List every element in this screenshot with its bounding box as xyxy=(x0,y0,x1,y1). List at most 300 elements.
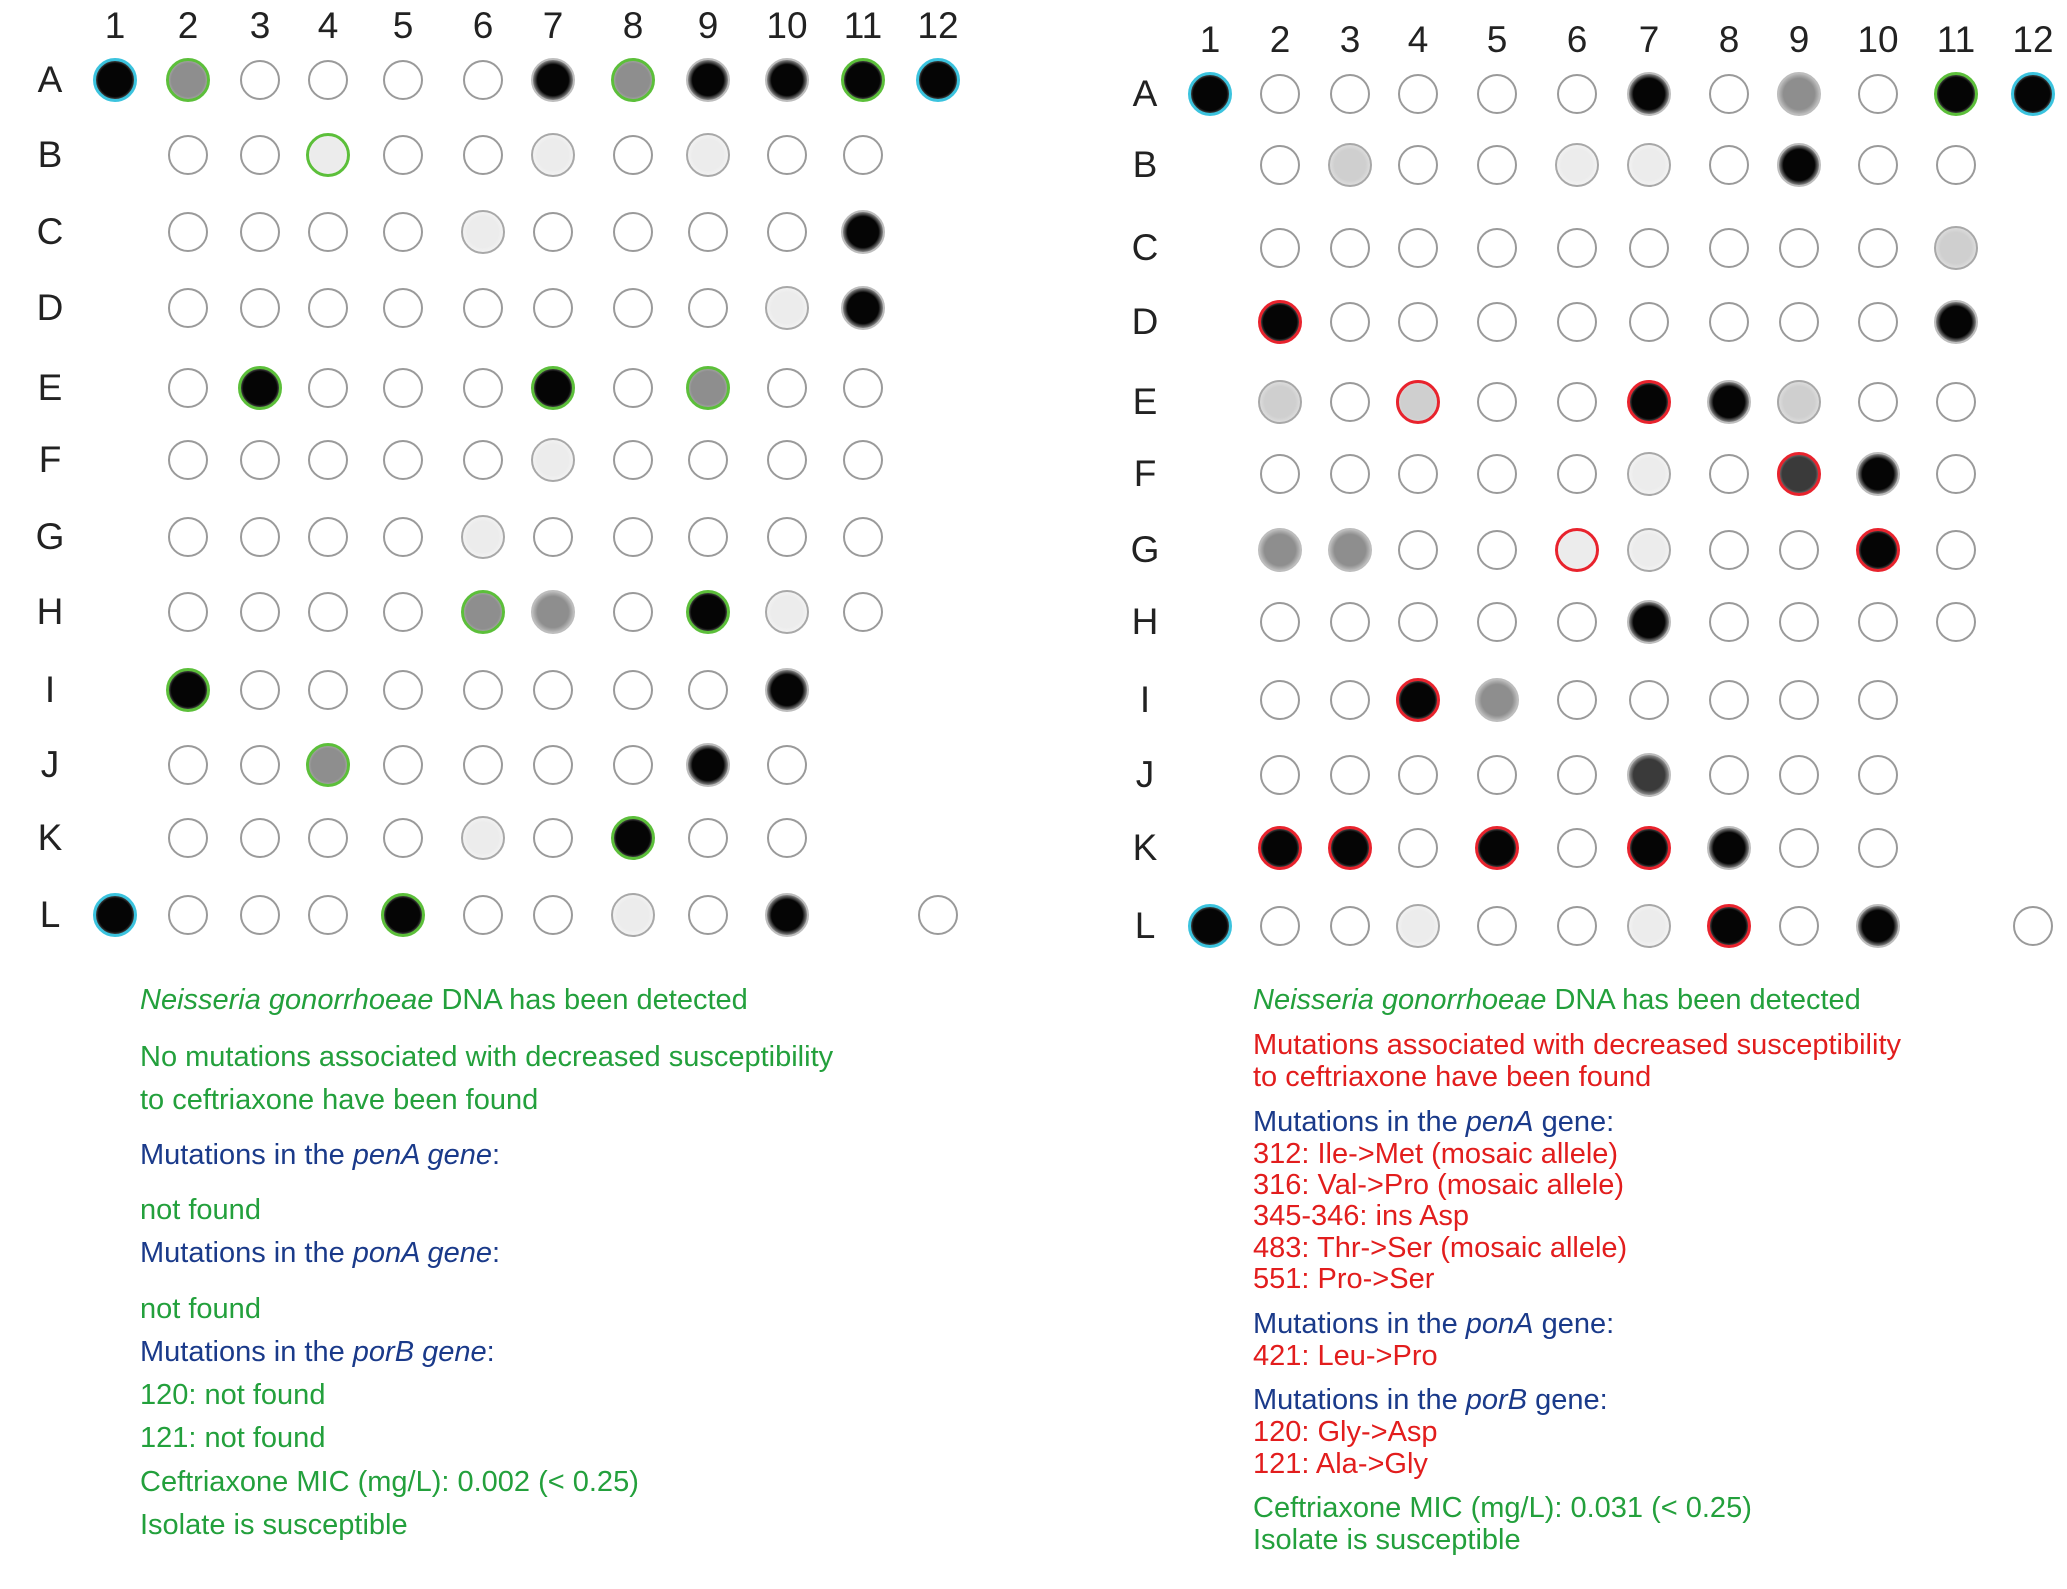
left-spot-J8 xyxy=(613,745,653,785)
right-species-name: Neisseria gonorrhoeae xyxy=(1253,984,1547,1016)
left-spot-A10 xyxy=(765,58,809,102)
left-column-label-9: 9 xyxy=(697,5,719,46)
right-spot-F3 xyxy=(1330,454,1370,494)
left-spot-G7 xyxy=(533,517,573,557)
right-spot-G2 xyxy=(1258,528,1302,572)
left-spot-L7 xyxy=(533,895,573,935)
right-spot-E2 xyxy=(1258,380,1302,424)
right-row-label-H: H xyxy=(1131,601,1159,642)
right-spot-A4 xyxy=(1398,74,1438,114)
right-detection-line xyxy=(1253,985,1861,1016)
right-spot-G11 xyxy=(1936,530,1976,570)
left-spot-I9 xyxy=(688,670,728,710)
right-spot-D7 xyxy=(1629,302,1669,342)
left-spot-D9 xyxy=(688,288,728,328)
right-spot-J3 xyxy=(1330,755,1370,795)
right-row-label-A: A xyxy=(1132,73,1158,114)
left-spot-J5 xyxy=(383,745,423,785)
left-spot-L1 xyxy=(93,893,137,937)
left-spot-G4 xyxy=(308,517,348,557)
right-spot-I9 xyxy=(1779,680,1819,720)
right-spot-L4 xyxy=(1396,904,1440,948)
left-spot-A4 xyxy=(308,60,348,100)
right-spot-G10 xyxy=(1856,528,1900,572)
right-spot-B8 xyxy=(1709,145,1749,185)
left-spot-K2 xyxy=(168,818,208,858)
left-summary-line-2: to ceftriaxone have been found xyxy=(140,1084,539,1116)
right-spot-I3 xyxy=(1330,680,1370,720)
right-row-label-J: J xyxy=(1135,754,1155,795)
right-spot-B2 xyxy=(1260,145,1300,185)
right-spot-E7 xyxy=(1627,380,1671,424)
right-row-label-G: G xyxy=(1130,529,1160,570)
right-penA-result-0: 312: Ile->Met (mosaic allele) xyxy=(1253,1138,1619,1170)
left-spot-H5 xyxy=(383,592,423,632)
left-porB-heading xyxy=(140,1337,495,1368)
left-spot-K3 xyxy=(240,818,280,858)
left-spot-H11 xyxy=(843,592,883,632)
right-spot-L9 xyxy=(1779,906,1819,946)
left-spot-A11 xyxy=(841,58,885,102)
right-spot-J7 xyxy=(1627,753,1671,797)
right-spot-B9 xyxy=(1777,143,1821,187)
right-spot-L2 xyxy=(1260,906,1300,946)
left-spot-B9 xyxy=(686,133,730,177)
right-ponA-suffix: gene: xyxy=(1533,1308,1615,1340)
left-spot-E10 xyxy=(767,368,807,408)
right-spot-C10 xyxy=(1858,228,1898,268)
right-penA-gene: penA xyxy=(1465,1106,1534,1138)
right-spot-A9 xyxy=(1777,72,1821,116)
left-row-label-J: J xyxy=(40,744,60,785)
left-spot-B10 xyxy=(767,135,807,175)
left-spot-F9 xyxy=(688,440,728,480)
left-array-panel xyxy=(0,0,1030,1589)
left-spot-D7 xyxy=(533,288,573,328)
right-spot-H6 xyxy=(1557,602,1597,642)
left-spot-A7 xyxy=(531,58,575,102)
left-spot-A2 xyxy=(166,58,210,102)
right-spot-B11 xyxy=(1936,145,1976,185)
left-column-label-1: 1 xyxy=(104,5,126,46)
left-row-label-A: A xyxy=(37,59,63,100)
right-spot-C7 xyxy=(1629,228,1669,268)
right-spot-H7 xyxy=(1627,600,1671,644)
right-column-label-10: 10 xyxy=(1857,19,1899,60)
right-penA-result-1: 316: Val->Pro (mosaic allele) xyxy=(1253,1169,1624,1201)
right-spot-H5 xyxy=(1477,602,1517,642)
left-spot-G2 xyxy=(168,517,208,557)
right-spot-F6 xyxy=(1557,454,1597,494)
right-spot-L10 xyxy=(1856,904,1900,948)
left-spot-L6 xyxy=(463,895,503,935)
left-spot-D6 xyxy=(463,288,503,328)
left-ponA-gene: ponA gene xyxy=(352,1237,493,1269)
right-penA-heading xyxy=(1253,1107,1614,1138)
right-spot-H4 xyxy=(1398,602,1438,642)
right-penA-result-3: 483: Thr->Ser (mosaic allele) xyxy=(1253,1232,1628,1264)
right-spot-B6 xyxy=(1555,143,1599,187)
right-mic-line: Ceftriaxone MIC (mg/L): 0.031 (< 0.25) xyxy=(1253,1492,1752,1524)
right-spot-G6 xyxy=(1555,528,1599,572)
left-spot-E4 xyxy=(308,368,348,408)
left-column-label-8: 8 xyxy=(622,5,644,46)
left-spot-J6 xyxy=(463,745,503,785)
left-spot-D3 xyxy=(240,288,280,328)
left-spot-J2 xyxy=(168,745,208,785)
left-spot-B7 xyxy=(531,133,575,177)
right-spot-I5 xyxy=(1475,678,1519,722)
left-spot-F6 xyxy=(463,440,503,480)
right-spot-D11 xyxy=(1934,300,1978,344)
left-porB-suffix: : xyxy=(486,1336,495,1368)
left-spot-H10 xyxy=(765,590,809,634)
right-column-label-2: 2 xyxy=(1269,19,1291,60)
right-spot-A10 xyxy=(1858,74,1898,114)
right-penA-result-2: 345-346: ins Asp xyxy=(1253,1200,1470,1232)
right-spot-E8 xyxy=(1707,380,1751,424)
left-spot-E8 xyxy=(613,368,653,408)
left-spot-G8 xyxy=(613,517,653,557)
right-spot-E11 xyxy=(1936,382,1976,422)
right-row-label-B: B xyxy=(1132,144,1158,185)
right-spot-A5 xyxy=(1477,74,1517,114)
left-penA-suffix: : xyxy=(492,1139,501,1171)
left-spot-G10 xyxy=(767,517,807,557)
right-spot-K2 xyxy=(1258,826,1302,870)
right-spot-F8 xyxy=(1709,454,1749,494)
right-spot-A8 xyxy=(1709,74,1749,114)
left-spot-I7 xyxy=(533,670,573,710)
right-spot-G5 xyxy=(1477,530,1517,570)
right-row-label-E: E xyxy=(1132,381,1158,422)
left-spot-H9 xyxy=(686,590,730,634)
right-porB-suffix: gene: xyxy=(1527,1384,1608,1416)
left-verdict: Isolate is susceptible xyxy=(140,1509,408,1541)
left-spot-A1 xyxy=(93,58,137,102)
left-spot-H3 xyxy=(240,592,280,632)
right-spot-A7 xyxy=(1627,72,1671,116)
left-spot-I6 xyxy=(463,670,503,710)
left-row-label-H: H xyxy=(36,591,64,632)
left-spot-B3 xyxy=(240,135,280,175)
right-spot-G4 xyxy=(1398,530,1438,570)
right-spot-L8 xyxy=(1707,904,1751,948)
right-row-label-L: L xyxy=(1134,905,1156,946)
left-spot-C11 xyxy=(841,210,885,254)
left-spot-F5 xyxy=(383,440,423,480)
right-spot-B3 xyxy=(1328,143,1372,187)
left-spot-I10 xyxy=(765,668,809,712)
right-spot-A12 xyxy=(2011,72,2055,116)
right-column-label-7: 7 xyxy=(1638,19,1660,60)
left-spot-F3 xyxy=(240,440,280,480)
left-ponA-prefix: Mutations in the xyxy=(140,1237,353,1269)
left-spot-L2 xyxy=(168,895,208,935)
left-summary-line-1: No mutations associated with decreased susceptibility xyxy=(140,1041,834,1073)
right-verdict: Isolate is susceptible xyxy=(1253,1524,1521,1556)
left-column-label-7: 7 xyxy=(542,5,564,46)
left-spot-G6 xyxy=(461,515,505,559)
left-spot-D4 xyxy=(308,288,348,328)
left-spot-I2 xyxy=(166,668,210,712)
left-spot-G3 xyxy=(240,517,280,557)
left-detection-line xyxy=(140,985,748,1016)
left-ponA-heading xyxy=(140,1238,500,1269)
right-spot-C3 xyxy=(1330,228,1370,268)
left-spot-G5 xyxy=(383,517,423,557)
left-spot-A6 xyxy=(463,60,503,100)
left-spot-J4 xyxy=(306,743,350,787)
left-spot-C2 xyxy=(168,212,208,252)
right-spot-H2 xyxy=(1260,602,1300,642)
left-spot-A9 xyxy=(686,58,730,102)
right-spot-I8 xyxy=(1709,680,1749,720)
right-spot-A1 xyxy=(1188,72,1232,116)
right-spot-J5 xyxy=(1477,755,1517,795)
right-spot-K10 xyxy=(1858,828,1898,868)
right-spot-F7 xyxy=(1627,452,1671,496)
left-spot-C6 xyxy=(461,210,505,254)
right-spot-J2 xyxy=(1260,755,1300,795)
left-spot-L10 xyxy=(765,893,809,937)
right-spot-E3 xyxy=(1330,382,1370,422)
left-porB-gene: porB gene xyxy=(352,1336,487,1368)
right-spot-E10 xyxy=(1858,382,1898,422)
right-column-label-11: 11 xyxy=(1936,19,1976,60)
right-spot-F4 xyxy=(1398,454,1438,494)
left-spot-K8 xyxy=(611,816,655,860)
left-row-label-E: E xyxy=(37,367,63,408)
left-row-label-D: D xyxy=(36,287,64,328)
left-spot-F7 xyxy=(531,438,575,482)
left-spot-E11 xyxy=(843,368,883,408)
right-penA-suffix: gene: xyxy=(1533,1106,1615,1138)
left-spot-G9 xyxy=(688,517,728,557)
right-row-label-I: I xyxy=(1139,679,1151,720)
right-spot-I10 xyxy=(1858,680,1898,720)
left-spot-B11 xyxy=(843,135,883,175)
right-spot-F2 xyxy=(1260,454,1300,494)
left-detection-rest: DNA has been detected xyxy=(433,984,748,1016)
left-spot-K7 xyxy=(533,818,573,858)
right-column-label-6: 6 xyxy=(1566,19,1588,60)
right-column-label-9: 9 xyxy=(1788,19,1810,60)
left-penA-gene: penA gene xyxy=(352,1139,493,1171)
right-spot-H9 xyxy=(1779,602,1819,642)
left-row-label-B: B xyxy=(37,134,63,175)
right-spot-A3 xyxy=(1330,74,1370,114)
right-spot-J4 xyxy=(1398,755,1438,795)
left-spot-E5 xyxy=(383,368,423,408)
right-ponA-result-0: 421: Leu->Pro xyxy=(1253,1340,1438,1372)
left-row-label-G: G xyxy=(35,516,65,557)
right-porB-gene: porB xyxy=(1465,1384,1528,1416)
left-row-label-K: K xyxy=(37,817,63,858)
left-spot-K9 xyxy=(688,818,728,858)
left-ponA-suffix: : xyxy=(492,1237,501,1269)
left-spot-A5 xyxy=(383,60,423,100)
right-spot-C9 xyxy=(1779,228,1819,268)
right-spot-K6 xyxy=(1557,828,1597,868)
right-spot-L1 xyxy=(1188,904,1232,948)
right-spot-C2 xyxy=(1260,228,1300,268)
left-spot-B8 xyxy=(613,135,653,175)
left-mic-line: Ceftriaxone MIC (mg/L): 0.002 (< 0.25) xyxy=(140,1466,639,1498)
right-spot-H10 xyxy=(1858,602,1898,642)
left-spot-L3 xyxy=(240,895,280,935)
right-spot-A11 xyxy=(1934,72,1978,116)
right-spot-I7 xyxy=(1629,680,1669,720)
left-column-label-3: 3 xyxy=(249,5,271,46)
right-spot-D3 xyxy=(1330,302,1370,342)
right-ponA-gene: ponA xyxy=(1465,1308,1534,1340)
right-spot-L5 xyxy=(1477,906,1517,946)
right-array-panel xyxy=(1035,0,2067,1589)
right-spot-H8 xyxy=(1709,602,1749,642)
right-spot-K9 xyxy=(1779,828,1819,868)
left-spot-H4 xyxy=(308,592,348,632)
left-hybridization-array xyxy=(0,0,1030,960)
right-summary-line-2: to ceftriaxone have been found xyxy=(1253,1061,1652,1093)
left-spot-A3 xyxy=(240,60,280,100)
left-spot-I3 xyxy=(240,670,280,710)
right-spot-I6 xyxy=(1557,680,1597,720)
right-spot-C6 xyxy=(1557,228,1597,268)
right-spot-J9 xyxy=(1779,755,1819,795)
left-spot-H2 xyxy=(168,592,208,632)
right-spot-F9 xyxy=(1777,452,1821,496)
left-spot-I8 xyxy=(613,670,653,710)
left-spot-I4 xyxy=(308,670,348,710)
left-spot-J10 xyxy=(767,745,807,785)
left-penA-prefix: Mutations in the xyxy=(140,1139,353,1171)
left-spot-K6 xyxy=(461,816,505,860)
right-column-label-5: 5 xyxy=(1486,19,1508,60)
left-ponA-result: not found xyxy=(140,1293,261,1325)
right-column-label-1: 1 xyxy=(1199,19,1221,60)
left-row-label-I: I xyxy=(44,669,56,710)
right-spot-A6 xyxy=(1557,74,1597,114)
right-spot-D9 xyxy=(1779,302,1819,342)
left-species-name: Neisseria gonorrhoeae xyxy=(140,984,434,1016)
left-spot-C4 xyxy=(308,212,348,252)
right-spot-E5 xyxy=(1477,382,1517,422)
right-spot-D10 xyxy=(1858,302,1898,342)
right-spot-G3 xyxy=(1328,528,1372,572)
right-spot-H11 xyxy=(1936,602,1976,642)
right-spot-L12 xyxy=(2013,906,2053,946)
right-spot-B10 xyxy=(1858,145,1898,185)
left-spot-B6 xyxy=(463,135,503,175)
right-spot-B4 xyxy=(1398,145,1438,185)
left-spot-L5 xyxy=(381,893,425,937)
left-spot-B4 xyxy=(306,133,350,177)
left-spot-E7 xyxy=(531,366,575,410)
right-spot-G9 xyxy=(1779,530,1819,570)
left-spot-I5 xyxy=(383,670,423,710)
left-spot-L9 xyxy=(688,895,728,935)
right-spot-F10 xyxy=(1856,452,1900,496)
left-column-label-12: 12 xyxy=(917,5,959,46)
right-spot-J6 xyxy=(1557,755,1597,795)
left-spot-C9 xyxy=(688,212,728,252)
right-summary-line-1: Mutations associated with decreased susceptibility xyxy=(1253,1029,1901,1061)
right-spot-K5 xyxy=(1475,826,1519,870)
right-spot-K8 xyxy=(1707,826,1751,870)
right-spot-H3 xyxy=(1330,602,1370,642)
right-penA-prefix: Mutations in the xyxy=(1253,1106,1466,1138)
left-spot-C3 xyxy=(240,212,280,252)
right-spot-E9 xyxy=(1777,380,1821,424)
left-spot-L12 xyxy=(918,895,958,935)
left-spot-K4 xyxy=(308,818,348,858)
left-porB-prefix: Mutations in the xyxy=(140,1336,353,1368)
left-spot-A12 xyxy=(916,58,960,102)
left-spot-H8 xyxy=(613,592,653,632)
right-spot-I4 xyxy=(1396,678,1440,722)
right-spot-A2 xyxy=(1260,74,1300,114)
right-row-label-D: D xyxy=(1131,301,1159,342)
right-porB-result-0: 120: Gly->Asp xyxy=(1253,1416,1438,1448)
right-spot-L3 xyxy=(1330,906,1370,946)
right-spot-K3 xyxy=(1328,826,1372,870)
left-spot-G11 xyxy=(843,517,883,557)
right-row-label-C: C xyxy=(1131,227,1159,268)
right-spot-C4 xyxy=(1398,228,1438,268)
left-column-label-5: 5 xyxy=(392,5,414,46)
right-spot-C5 xyxy=(1477,228,1517,268)
right-spot-B7 xyxy=(1627,143,1671,187)
right-spot-D6 xyxy=(1557,302,1597,342)
right-column-label-8: 8 xyxy=(1718,19,1740,60)
left-spot-L8 xyxy=(611,893,655,937)
right-column-label-3: 3 xyxy=(1339,19,1361,60)
right-spot-G8 xyxy=(1709,530,1749,570)
left-spot-D5 xyxy=(383,288,423,328)
right-spot-L7 xyxy=(1627,904,1671,948)
left-spot-J3 xyxy=(240,745,280,785)
right-spot-K4 xyxy=(1398,828,1438,868)
right-spot-C11 xyxy=(1934,226,1978,270)
right-column-label-12: 12 xyxy=(2012,19,2054,60)
left-spot-D8 xyxy=(613,288,653,328)
left-column-label-6: 6 xyxy=(472,5,494,46)
left-spot-B2 xyxy=(168,135,208,175)
left-penA-result: not found xyxy=(140,1194,261,1226)
right-spot-I2 xyxy=(1260,680,1300,720)
right-spot-F5 xyxy=(1477,454,1517,494)
left-spot-E6 xyxy=(463,368,503,408)
left-spot-F10 xyxy=(767,440,807,480)
right-spot-E4 xyxy=(1396,380,1440,424)
right-porB-heading xyxy=(1253,1385,1608,1416)
left-spot-J7 xyxy=(533,745,573,785)
left-spot-L4 xyxy=(308,895,348,935)
right-row-label-K: K xyxy=(1132,827,1158,868)
right-porB-result-1: 121: Ala->Gly xyxy=(1253,1448,1428,1480)
left-spot-F4 xyxy=(308,440,348,480)
right-spot-J8 xyxy=(1709,755,1749,795)
left-spot-E9 xyxy=(686,366,730,410)
left-row-label-L: L xyxy=(39,894,61,935)
left-spot-J9 xyxy=(686,743,730,787)
left-penA-heading xyxy=(140,1140,500,1171)
right-penA-result-4: 551: Pro->Ser xyxy=(1253,1263,1435,1295)
right-spot-F11 xyxy=(1936,454,1976,494)
left-spot-K10 xyxy=(767,818,807,858)
right-spot-L6 xyxy=(1557,906,1597,946)
